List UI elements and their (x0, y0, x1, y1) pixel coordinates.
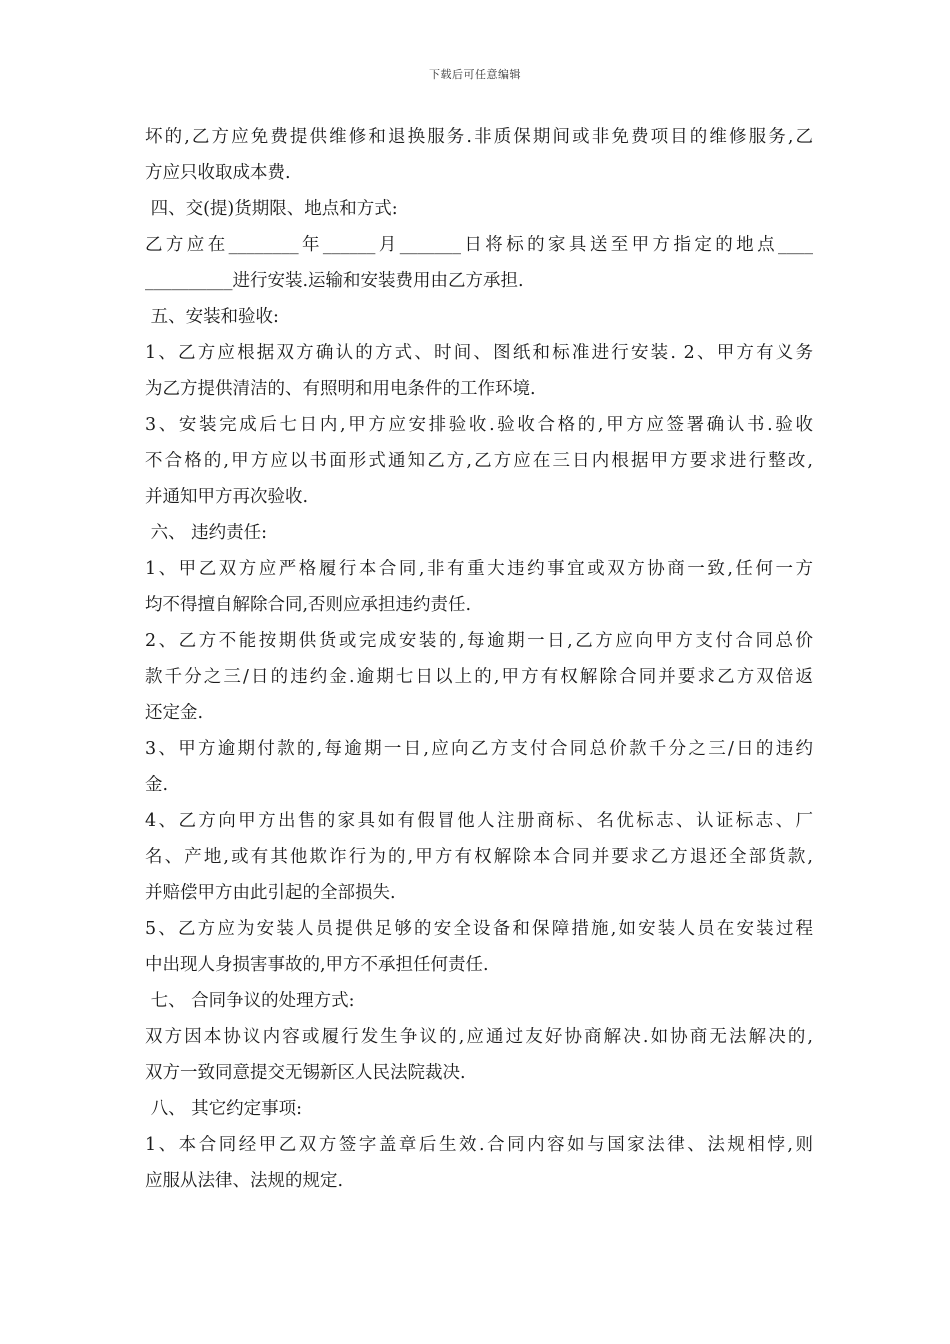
document-line: 四、交(提)货期限、地点和方式: (145, 199, 398, 219)
document-line: 均不得擅自解除合同,否则应承担违约责任. (145, 595, 472, 615)
document-line: 双方因本协议内容或履行发生争议的,应通过友好协商解决.如协商无法解决的, (145, 1027, 813, 1047)
document-line: 5、乙方应为安装人员提供足够的安全设备和保障措施,如安装人员在安装过程 (145, 919, 813, 939)
document-line: 双方一致同意提交无锡新区人民法院裁决. (145, 1063, 466, 1083)
document-line: 1、乙方应根据双方确认的方式、时间、图纸和标准进行安装. 2、甲方有义务 (145, 343, 813, 363)
document-line: 3、安装完成后七日内,甲方应安排验收.验收合格的,甲方应签署确认书.验收 (145, 415, 813, 435)
document-line: 金. (145, 775, 169, 795)
document-line: 七、 合同争议的处理方式: (145, 991, 355, 1011)
document-line: 2、乙方不能按期供货或完成安装的,每逾期一日,乙方应向甲方支付合同总价 (145, 631, 813, 651)
document-line: 应服从法律、法规的规定. (145, 1171, 344, 1191)
document-line: 1、甲乙双方应严格履行本合同,非有重大违约事宜或双方协商一致,任何一方 (145, 559, 813, 579)
document-line: 款千分之三/日的违约金.逾期七日以上的,甲方有权解除合同并要求乙方双倍返 (145, 667, 813, 687)
document-line: 不合格的,甲方应以书面形式通知乙方,乙方应在三日内根据甲方要求进行整改, (145, 451, 813, 471)
document-body (145, 119, 813, 1199)
document-line: 3、甲方逾期付款的,每逾期一日,应向乙方支付合同总价款千分之三/日的违约 (145, 739, 813, 759)
document-line: 为乙方提供清洁的、有照明和用电条件的工作环境. (145, 379, 536, 399)
document-line: 名、产地,或有其他欺诈行为的,甲方有权解除本合同并要求乙方退还全部货款, (145, 847, 813, 867)
page-header: 下载后可任意编辑 (429, 68, 521, 81)
document-line: 并通知甲方再次验收. (145, 487, 309, 507)
document-line: 4、乙方向甲方出售的家具如有假冒他人注册商标、名优标志、认证标志、厂 (145, 811, 813, 831)
document-line: 并赔偿甲方由此引起的全部损失. (145, 883, 396, 903)
document-line: __________进行安装.运输和安装费用由乙方承担. (145, 271, 524, 291)
document-line: 方应只收取成本费. (145, 163, 291, 183)
document-line: 1、本合同经甲乙双方签字盖章后生效.合同内容如与国家法律、法规相悖,则 (145, 1135, 813, 1155)
document-line: 还定金. (145, 703, 204, 723)
document-line: 乙方应在________年______月_______日将标的家具送至甲方指定的地点____ (145, 235, 813, 255)
document-line: 中出现人身损害事故的,甲方不承担任何责任. (145, 955, 489, 975)
document-line: 六、 违约责任: (145, 523, 268, 543)
document-line: 八、 其它约定事项: (145, 1099, 303, 1119)
document-line: 坏的,乙方应免费提供维修和退换服务.非质保期间或非免费项目的维修服务,乙 (145, 127, 813, 147)
document-line: 五、安装和验收: (145, 307, 279, 327)
